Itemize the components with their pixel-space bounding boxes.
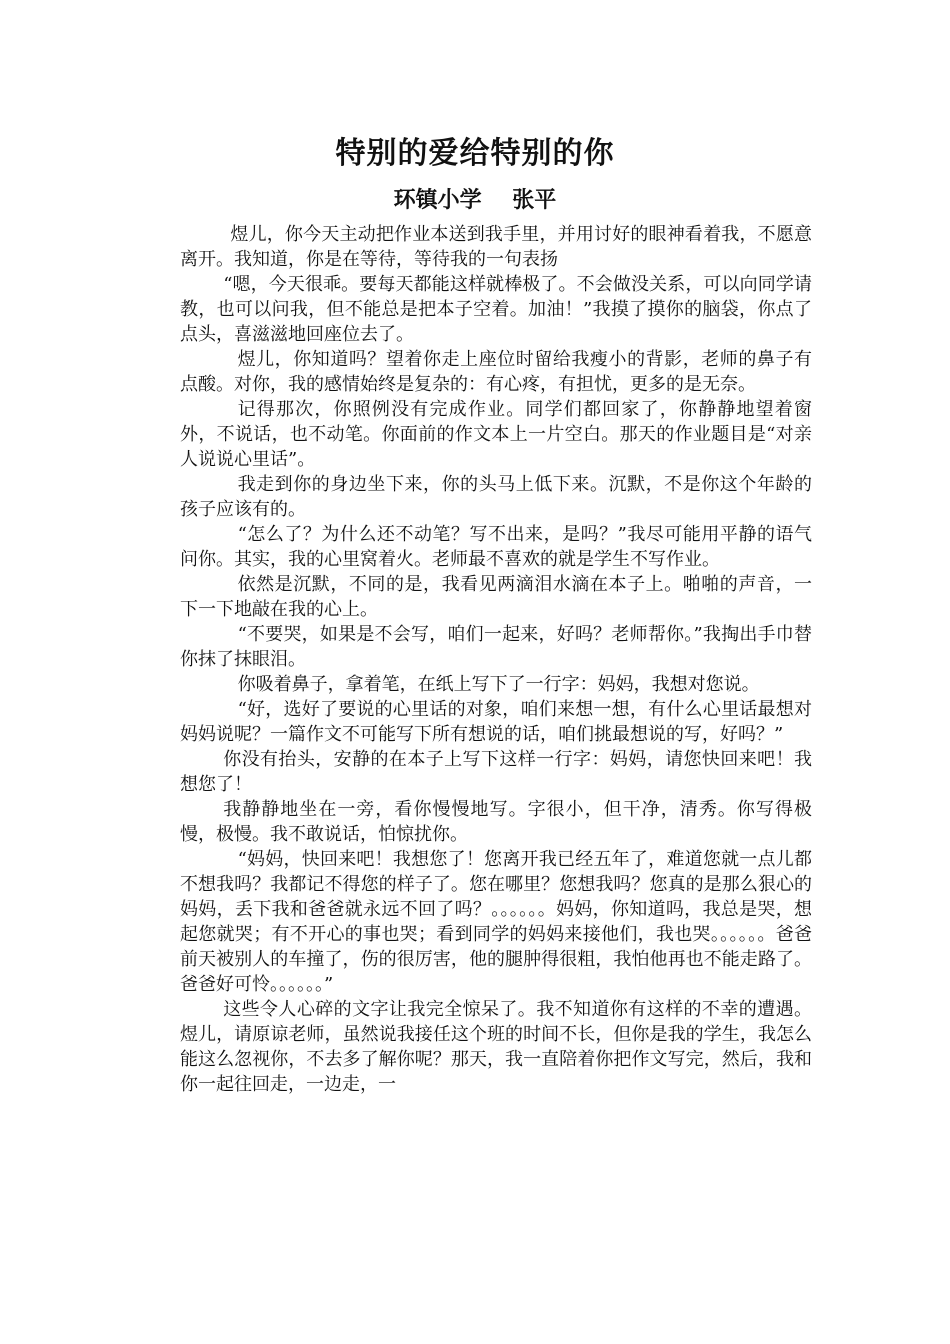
paragraph: “嗯，今天很乖。要每天都能这样就棒极了。不会做没关系，可以向同学请教，也可以问我，但不能总是把本子空着。加油！”我摸了摸你的脑袋，你点了点头，喜滋滋地回座位去了。 — [180, 274, 812, 345]
paragraph: 记得那次，你照例没有完成作业。同学们都回家了，你静静地望着窗外，不说话，也不动笔。你面前的作文本上一片空白。那天的作业题目是“对亲人说说心里话”。 — [180, 399, 812, 470]
document-title: 特别的爱给特别的你 — [335, 136, 615, 171]
paragraph: 依然是沉默，不同的是，我看见两滴泪水滴在本子上。啪啪的声音，一下一下地敲在我的心上。 — [180, 574, 812, 620]
paragraph: 煜儿，你今天主动把作业本送到我手里，并用讨好的眼神看着我，不愿意离开。我知道，你是在等待，等待我的一句表扬 — [180, 224, 812, 270]
document-byline: 环镇小学 张平 — [393, 187, 557, 213]
paragraph: 这些令人心碎的文字让我完全惊呆了。我不知道你有这样的不幸的遭遇。煜儿，请原谅老师，虽然说我接任这个班的时间不长，但你是我的学生，我怎么能这么忽视你，不去多了解你呢？那天，我一直陪着你把作文写完，然后，我和你一起往回走，一边走，一 — [180, 999, 812, 1095]
paragraph: “好，选好了要说的心里话的对象，咱们来想一想，有什么心里话最想对妈妈说呢？一篇作文不可能写下所有想说的话，咱们挑最想说的写，好吗？” — [180, 699, 812, 745]
paragraph: 你吸着鼻子，拿着笔，在纸上写下了一行字：妈妈，我想对您说。 — [237, 674, 760, 695]
paragraph: “不要哭，如果是不会写，咱们一起来，好吗？老师帮你。”我掏出手巾替你抹了抹眼泪。 — [180, 624, 812, 670]
document-body — [180, 222, 812, 1097]
paragraph: “怎么了？为什么还不动笔？写不出来，是吗？”我尽可能用平静的语气问你。其实，我的心里窝着火。老师最不喜欢的就是学生不写作业。 — [180, 524, 812, 570]
paragraph: 我静静地坐在一旁，看你慢慢地写。字很小，但干净，清秀。你写得极慢，极慢。我不敢说话，怕惊扰你。 — [180, 799, 812, 845]
paragraph: “妈妈，快回来吧！我想您了！您离开我已经五年了，难道您就一点儿都不想我吗？我都记不得您的样子了。您在哪里？您想我吗？您真的是那么狠心的妈妈，丢下我和爸爸就永远不回了吗？。。。。。。妈妈，你知道吗，我总是哭，想起您就哭；有不开心的事也哭；看到同学的妈妈来接他们，我也哭。。。。。。爸爸前天被别人的车撞了，伤的很厉害，他的腿肿得很粗，我怕他再也不能走路了。爸爸好可怜。。。。。。” — [180, 849, 812, 995]
paragraph: 煜儿，你知道吗？望着你走上座位时留给我瘦小的背影，老师的鼻子有点酸。对你，我的感情始终是复杂的：有心疼，有担忧，更多的是无奈。 — [180, 349, 812, 395]
paragraph: 你没有抬头，安静的在本子上写下这样一行字：妈妈，请您快回来吧！我想您了！ — [180, 749, 812, 795]
paragraph: 我走到你的身边坐下来，你的头马上低下来。沉默，不是你这个年龄的孩子应该有的。 — [180, 474, 812, 520]
